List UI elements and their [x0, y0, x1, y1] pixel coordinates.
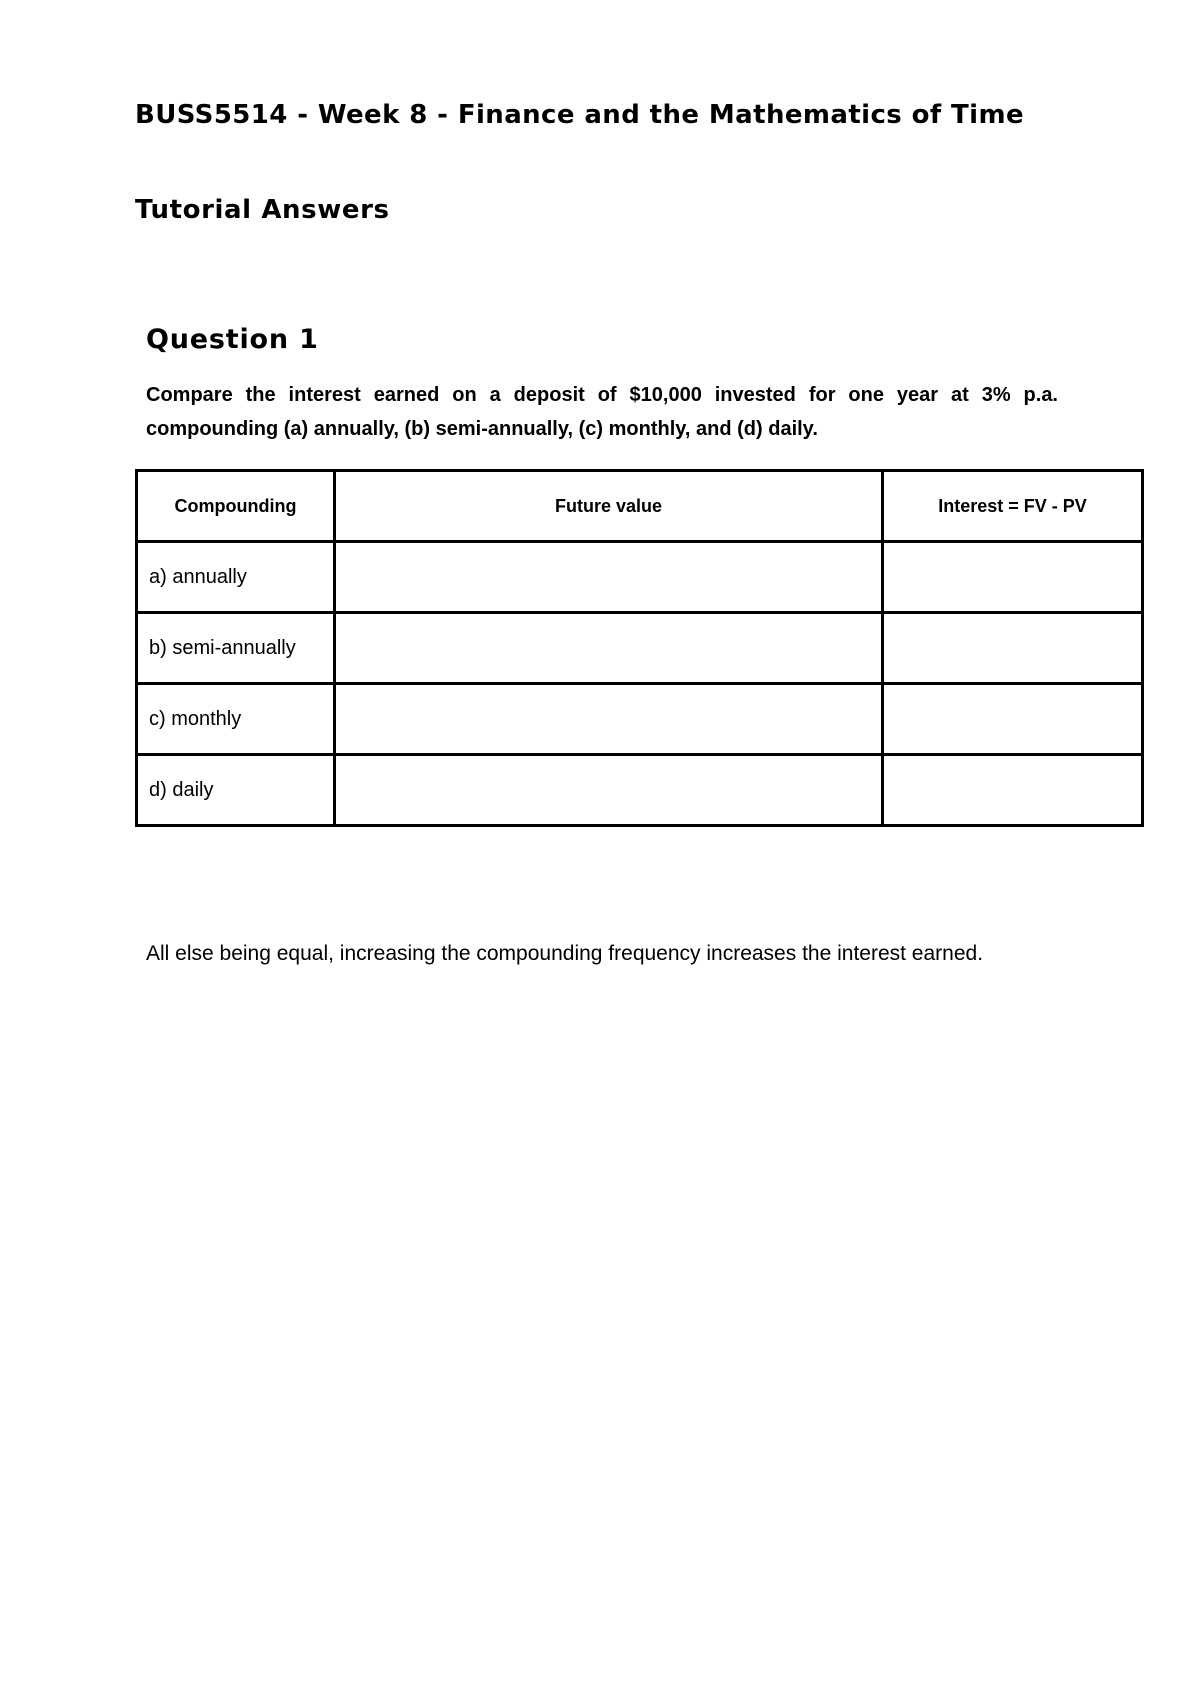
compounding-cell: b) semi-annually [137, 613, 335, 684]
interest-cell [883, 542, 1143, 613]
conclusion-text: All else being equal, increasing the compounding frequency increases the interest earned. [146, 942, 984, 965]
document-title: BUSS5514 - Week 8 - Finance and the Mathematics of Time [135, 100, 1025, 130]
future-value-cell [335, 542, 883, 613]
table-row [137, 613, 1143, 684]
compounding-cell: c) monthly [137, 684, 335, 755]
table-row [137, 542, 1143, 613]
future-value-cell [335, 684, 883, 755]
document-subtitle: Tutorial Answers [135, 195, 390, 225]
header-interest: Interest = FV - PV [883, 471, 1143, 542]
future-value-cell [335, 613, 883, 684]
header-future-value: Future value [335, 471, 883, 542]
question-heading: Question 1 [146, 324, 319, 355]
answers-table [135, 469, 1144, 827]
future-value-cell [335, 755, 883, 826]
interest-cell [883, 755, 1143, 826]
interest-cell [883, 613, 1143, 684]
table-header-row [137, 471, 1143, 542]
compounding-cell: d) daily [137, 755, 335, 826]
interest-cell [883, 684, 1143, 755]
table-row [137, 684, 1143, 755]
table-row [137, 755, 1143, 826]
question-text: Compare the interest earned on a deposit of $10,000 invested for one year at 3% p.a. compounding (a) annually, (b) semi-annually, (c) monthly, and (d) daily. [146, 384, 1058, 440]
compounding-cell: a) annually [137, 542, 335, 613]
header-compounding: Compounding [137, 471, 335, 542]
